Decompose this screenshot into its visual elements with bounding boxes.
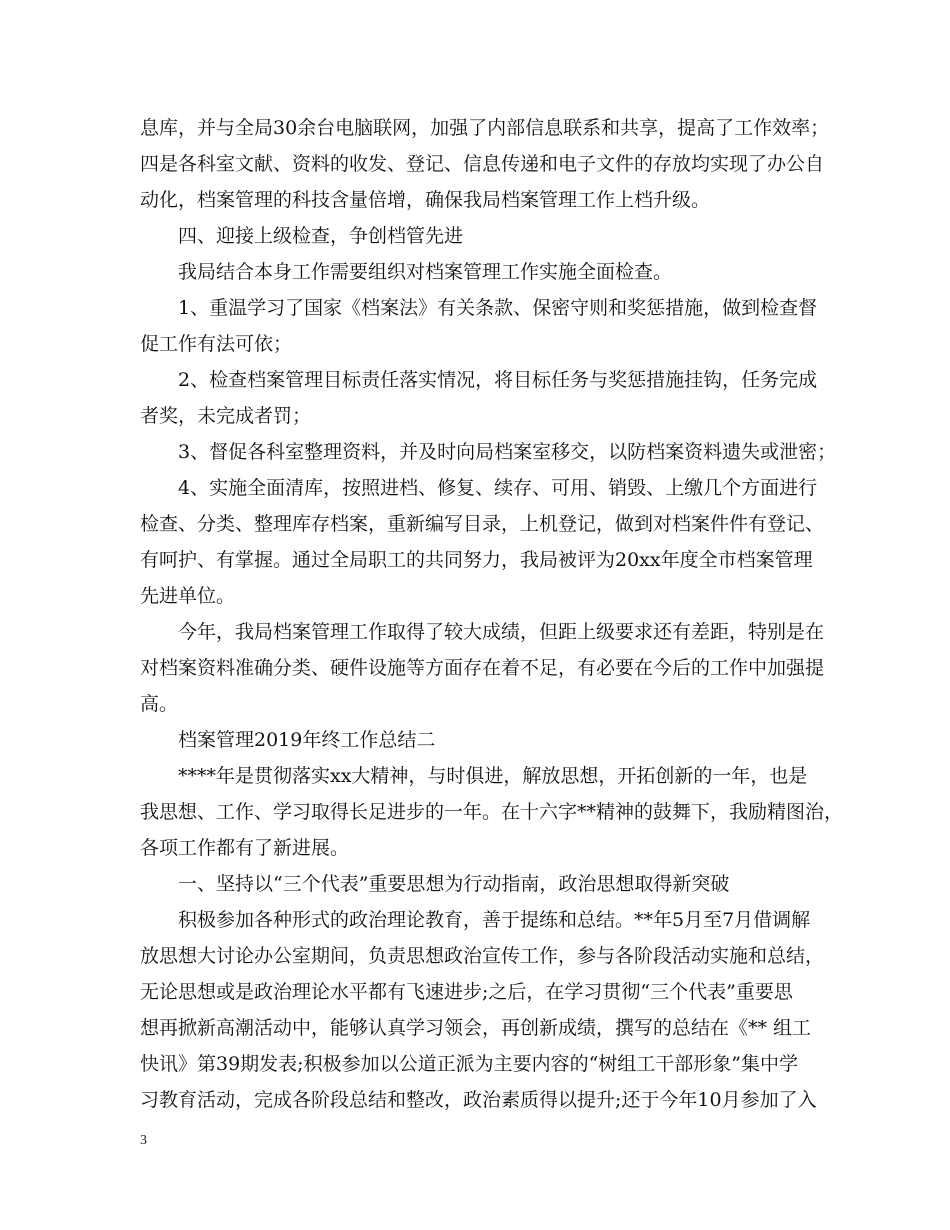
text-line: 档案管理2019年终工作总结二	[178, 729, 436, 751]
text-line: 各项工作都有了新进展。	[140, 837, 350, 859]
text-line: 四是各科室文献、资料的收发、登记、信息传递和电子文件的存放均实现了办公自	[140, 153, 825, 175]
text-line: 我思想、工作、学习取得长足进步的一年。在十六字**精神的鼓舞下，我励精图治，	[140, 801, 844, 823]
text-line: 3、督促各科室整理资料，并及时向局档案室移交，以防档案资料遗失或泄密；	[178, 441, 837, 463]
text-line: 四、迎接上级检查，争创档管先进	[178, 225, 464, 247]
text-line: 一、坚持以“三个代表”重要思想为行动指南，政治思想取得新突破	[178, 873, 730, 895]
text-line: 积极参加各种形式的政治理论教育，善于提练和总结。**年5月至7月借调解	[178, 909, 811, 931]
text-line: 先进单位。	[140, 585, 236, 607]
page-number: 3	[140, 1133, 147, 1148]
text-line: 有呵护、有掌握。通过全局职工的共同努力，我局被评为20xx年度全市档案管理	[140, 549, 813, 571]
text-line: 今年，我局档案管理工作取得了较大成绩，但距上级要求还有差距，特别是在	[178, 621, 825, 643]
text-line: 者奖，未完成者罚；	[140, 405, 312, 427]
text-line: 快讯》第39期发表;积极参加以公道正派为主要内容的“树组工干部形象”集中学	[140, 1053, 799, 1075]
text-line: 放思想大讨论办公室期间，负责思想政治宣传工作，参与各阶段活动实施和总结，	[140, 945, 825, 967]
text-line: 习教育活动，完成各阶段总结和整改，政治素质得以提升;还于今年10月参加了入	[140, 1089, 817, 1111]
text-line: 动化，档案管理的科技含量倍增，确保我局档案管理工作上档升级。	[140, 189, 711, 211]
text-line: 1、重温学习了国家《档案法》有关条款、保密守则和奖惩措施，做到检查督	[178, 297, 818, 319]
text-line: 对档案资料准确分类、硬件设施等方面存在着不足，有必要在今后的工作中加强提	[140, 657, 825, 679]
text-line: 想再掀新高潮活动中，能够认真学习领会，再创新成绩，撰写的总结在《** 组工	[140, 1017, 812, 1039]
text-line: 2、检查档案管理目标责任落实情况，将目标任务与奖惩措施挂钩，任务完成	[178, 369, 818, 391]
text-line: 无论思想或是政治理论水平都有飞速进步;之后，在学习贯彻“三个代表”重要思	[140, 981, 793, 1003]
text-line: 息库，并与全局30余台电脑联网，加强了内部信息联系和共享，提高了工作效率；	[140, 117, 830, 139]
text-line: 我局结合本身工作需要组织对档案管理工作实施全面检查。	[178, 261, 673, 283]
text-line: 检查、分类、整理库存档案，重新编写目录，上机登记，做到对档案件件有登记、	[140, 513, 825, 535]
text-line: 促工作有法可依；	[140, 333, 293, 355]
text-line: 高。	[140, 693, 179, 715]
text-line: 4、实施全面清库，按照进档、修复、续存、可用、销毁、上缴几个方面进行	[178, 477, 818, 499]
text-line: ****年是贯彻落实xx大精神，与时俱进，解放思想，开拓创新的一年，也是	[178, 765, 808, 787]
document-body	[140, 110, 844, 1118]
